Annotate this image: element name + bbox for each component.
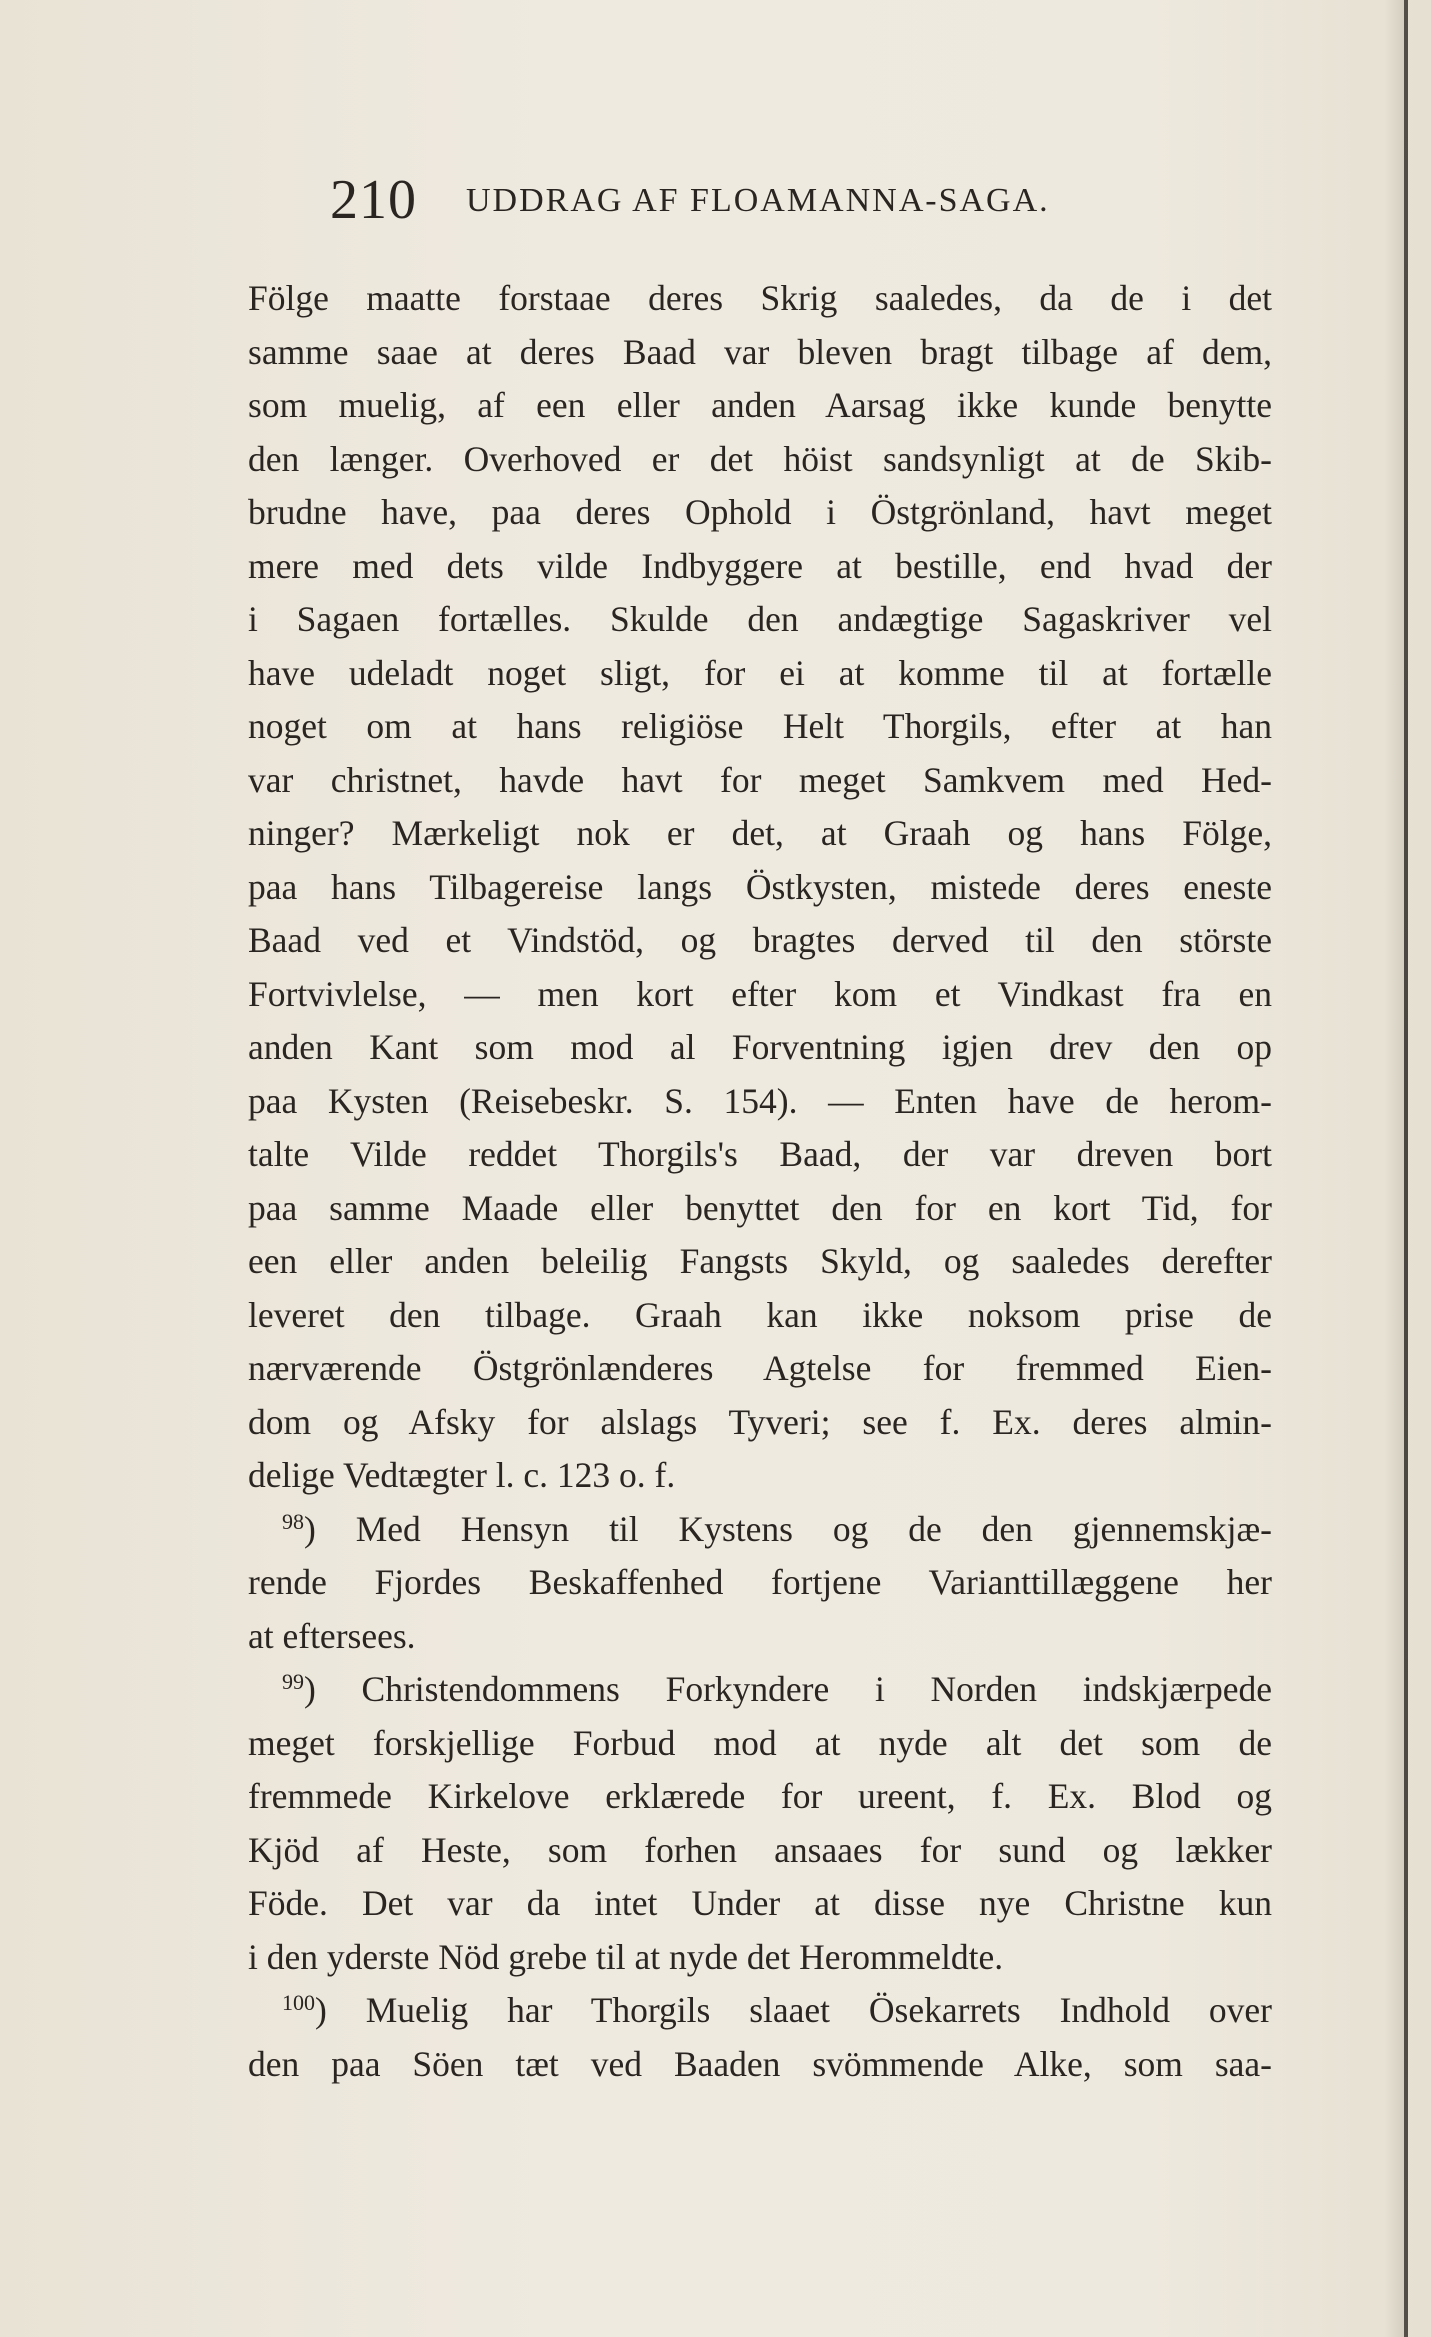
footnote-99-line: fremmede Kirkelove erklærede for ureent, f. Ex. Blod og	[248, 1776, 1272, 1816]
text-line: dom og Afsky for alslags Tyveri; see f. Ex. deres almin-	[248, 1401, 1272, 1442]
footnote-99-line: Kjöd af Heste, som forhen ansaaes for sund og lækker	[248, 1829, 1272, 1870]
footnote-text: ) Christendommens Forkyndere i Norden indskjærpede	[304, 1669, 1272, 1709]
text-line: brudne have, paa deres Ophold i Östgrönland, havt meget	[248, 492, 1272, 532]
page-number: 210	[330, 169, 417, 231]
footnote-99-line: i den yderste Nöd grebe til at nyde det Herommeldte.	[248, 1936, 1004, 1977]
text-line: nærværende Östgrönlænderes Agtelse for fremmed Eien-	[248, 1348, 1272, 1388]
footnote-text: ) Muelig har Thorgils slaaet Ösekarrets Indhold over	[315, 1990, 1272, 2030]
text-line: anden Kant som mod al Forventning igjen drev den op	[248, 1027, 1272, 1067]
text-line: noget om at hans religiöse Helt Thorgils, efter at han	[248, 706, 1272, 746]
text-line: talte Vilde reddet Thorgils's Baad, der var dreven bort	[248, 1134, 1272, 1174]
footnote-98-line: rende Fjordes Beskaffenhed fortjene Varianttillæggene her	[248, 1562, 1272, 1602]
running-head: UDDRAG AF FLOAMANNA-SAGA.	[466, 182, 1050, 219]
footnote-100-line: den paa Söen tæt ved Baaden svömmende Alke, som saa-	[248, 2043, 1272, 2084]
text-line: leveret den tilbage. Graah kan ikke noksom prise de	[248, 1294, 1272, 1335]
text-line: have udeladt noget sligt, for ei at komme til at fortælle	[248, 652, 1272, 693]
body-text	[248, 272, 1272, 2091]
text-line: mere med dets vilde Indbyggere at bestille, end hvad der	[248, 545, 1272, 586]
text-line: Baad ved et Vindstöd, og bragtes derved til den störste	[248, 920, 1272, 960]
footnote-text: ) Med Hensyn til Kystens og de den gjennemskjæ-	[304, 1508, 1272, 1549]
text-line: Fölge maatte forstaae deres Skrig saaledes, da de i det	[248, 278, 1272, 318]
text-line: paa Kysten (Reisebeskr. S. 154). — Enten have de herom-	[248, 1080, 1272, 1121]
text-line: een eller anden beleilig Fangsts Skyld, og saaledes derefter	[248, 1241, 1272, 1281]
text-line: var christnet, havde havt for meget Samkvem med Hed-	[248, 759, 1272, 800]
text-line: Fortvivlelse, — men kort efter kom et Vindkast fra en	[248, 973, 1272, 1014]
gutter-shadow	[1385, 0, 1404, 2337]
footnote-99-line	[248, 1663, 1272, 1717]
text-line: paa samme Maade eller benyttet den for en kort Tid, for	[248, 1187, 1272, 1228]
text-line: paa hans Tilbagereise langs Östkysten, mistede deres eneste	[248, 866, 1272, 907]
footnote-99-line: Föde. Det var da intet Under at disse nye Christne kun	[248, 1883, 1272, 1923]
footnote-98-line	[248, 1503, 1272, 1557]
text-line: ninger? Mærkeligt nok er det, at Graah og hans Fölge,	[248, 813, 1272, 853]
text-line: den længer. Overhoved er det höist sandsynligt at de Skib-	[248, 438, 1272, 479]
footnote-number: 100	[282, 1990, 315, 2015]
footnote-100-line	[248, 1984, 1272, 2038]
footnote-number: 99	[282, 1669, 304, 1694]
footnote-98-line: at eftersees.	[248, 1615, 416, 1656]
footnote-number: 98	[282, 1508, 304, 1534]
text-line: i Sagaen fortælles. Skulde den andægtige Sagaskriver vel	[248, 599, 1272, 639]
page-edge	[1404, 0, 1408, 2337]
page-header	[330, 165, 1230, 235]
footnote-99-line: meget forskjellige Forbud mod at nyde alt det som de	[248, 1722, 1272, 1763]
text-line: som muelig, af een eller anden Aarsag ikke kunde benytte	[248, 385, 1272, 425]
text-line: delige Vedtægter l. c. 123 o. f.	[248, 1455, 676, 1495]
text-line: samme saae at deres Baad var bleven bragt tilbage af dem,	[248, 331, 1272, 372]
